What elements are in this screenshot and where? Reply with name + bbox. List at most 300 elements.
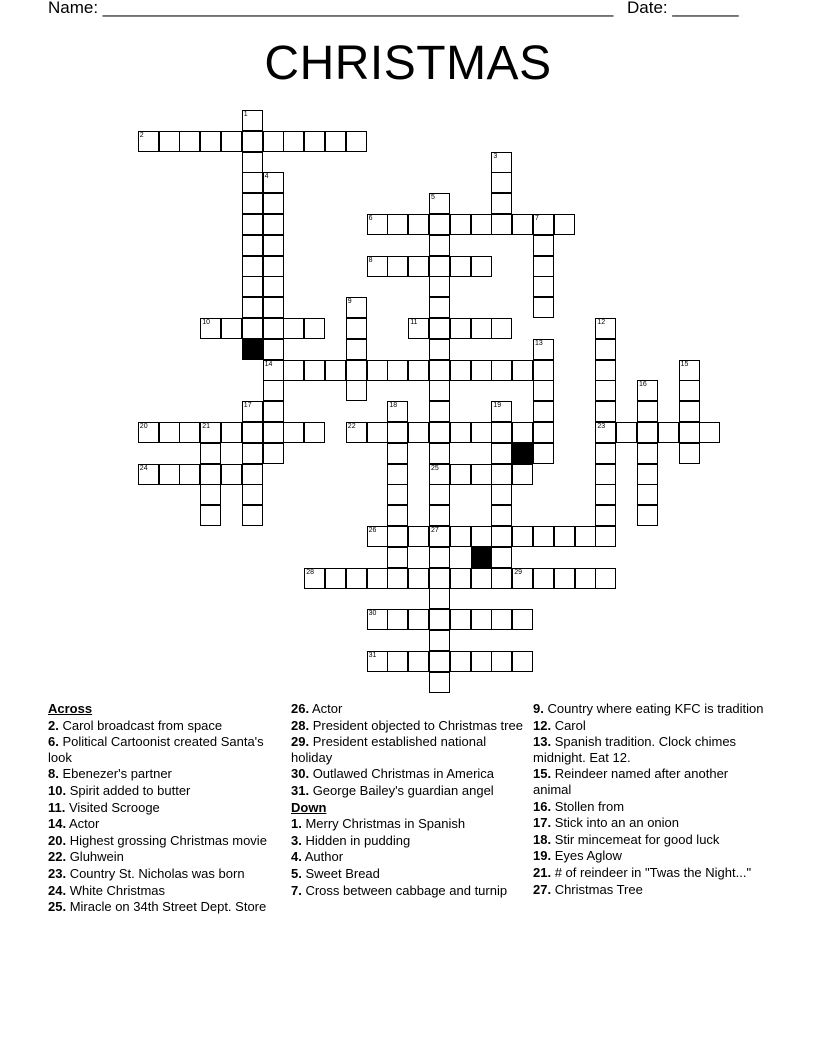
clue-item-number: 31. xyxy=(291,782,310,798)
grid-cell[interactable] xyxy=(512,609,533,630)
clue-item-text: Spanish tradition. Clock chimes midnight. Eat 12. xyxy=(533,734,737,765)
clue-item-number: 5. xyxy=(291,865,302,881)
clue-item-number: 22. xyxy=(48,849,67,865)
grid-cell[interactable] xyxy=(533,568,554,589)
grid-cell[interactable] xyxy=(242,318,263,339)
grid-cell[interactable] xyxy=(471,214,492,235)
clue-number: 6 xyxy=(368,215,373,222)
grid-cell[interactable] xyxy=(429,651,450,672)
grid-cell[interactable] xyxy=(283,360,304,381)
clue-item xyxy=(533,718,765,734)
clue-item xyxy=(291,849,523,865)
grid-cell[interactable] xyxy=(179,464,200,485)
grid-cell[interactable] xyxy=(637,464,658,485)
clue-number: 26 xyxy=(368,527,377,534)
grid-cell[interactable] xyxy=(554,568,575,589)
clue-item-number: 18. xyxy=(533,831,552,847)
grid-cell[interactable] xyxy=(491,360,512,381)
clue-item xyxy=(533,815,765,831)
clue-number: 15 xyxy=(680,360,689,368)
grid-cell[interactable] xyxy=(263,401,284,422)
grid-cell[interactable] xyxy=(242,214,263,235)
clue-item xyxy=(48,718,280,734)
clue-item xyxy=(48,849,280,865)
grid-cell[interactable] xyxy=(346,131,367,152)
grid-cell[interactable] xyxy=(221,464,242,485)
grid-cell[interactable] xyxy=(179,422,200,443)
clue-item xyxy=(48,899,280,915)
clue-number: 16 xyxy=(639,381,647,389)
down-heading: Down xyxy=(291,799,327,815)
grid-cell[interactable] xyxy=(159,464,180,485)
grid-cell[interactable] xyxy=(533,297,554,318)
page-title: CHRISTMAS xyxy=(264,37,552,90)
clue-item-text: Country St. Nicholas was born xyxy=(66,865,245,881)
clue-item-text: Visited Scrooge xyxy=(65,799,160,815)
grid-cell[interactable] xyxy=(387,651,408,672)
grid-cell[interactable] xyxy=(679,422,700,443)
clue-item xyxy=(48,883,280,899)
clue-number: 30 xyxy=(368,610,377,618)
clue-item-text: Merry Christmas in Spanish xyxy=(301,816,466,832)
grid-cell[interactable] xyxy=(491,318,512,339)
grid-cell[interactable] xyxy=(242,297,263,318)
grid-cell[interactable] xyxy=(387,526,408,547)
clue-item-number: 6. xyxy=(48,734,59,750)
clue-number: 28 xyxy=(306,568,314,576)
grid-cell[interactable] xyxy=(283,131,304,152)
clue-item-text: Cross between cabbage and turnip xyxy=(301,882,508,898)
grid-cell[interactable] xyxy=(533,276,554,297)
grid-cell[interactable] xyxy=(471,568,492,589)
grid-cell[interactable] xyxy=(471,318,492,339)
grid-cell[interactable] xyxy=(471,360,492,381)
clue-number: 12 xyxy=(597,319,606,326)
clue-number: 22 xyxy=(347,423,356,430)
grid-cell[interactable] xyxy=(637,401,658,422)
clue-item xyxy=(533,832,765,848)
grid-cell[interactable] xyxy=(429,297,450,318)
clue-item xyxy=(48,833,280,849)
clue-item-number: 20. xyxy=(48,832,67,848)
grid-cell[interactable] xyxy=(595,464,616,485)
clue-item-number: 12. xyxy=(533,717,552,733)
grid-cell[interactable] xyxy=(533,256,554,277)
clue-item-text: President established national holiday xyxy=(291,734,487,765)
clue-number: 14 xyxy=(264,360,273,368)
grid-cell[interactable] xyxy=(450,214,471,235)
grid-cell[interactable] xyxy=(346,339,367,360)
clue-item xyxy=(291,734,523,765)
grid-cell[interactable] xyxy=(263,318,284,339)
clue-item xyxy=(533,701,765,717)
grid-cell[interactable] xyxy=(408,651,429,672)
clue-item xyxy=(291,783,523,799)
grid-cell[interactable] xyxy=(200,464,221,485)
clue-item-number: 14. xyxy=(48,816,67,832)
clue-item-number: 8. xyxy=(48,766,59,782)
grid-cell[interactable] xyxy=(575,568,596,589)
clue-number: 23 xyxy=(597,423,606,430)
grid-cell[interactable] xyxy=(450,318,471,339)
grid-cell[interactable] xyxy=(263,380,284,401)
grid-cell[interactable] xyxy=(242,172,263,193)
clue-item-text: Stollen from xyxy=(551,798,625,814)
grid-cell[interactable] xyxy=(512,651,533,672)
grid-cell[interactable] xyxy=(595,484,616,505)
grid-cell[interactable] xyxy=(387,422,408,443)
clue-item-text: Stir mincemeat for good luck xyxy=(551,831,720,847)
clue-item-text: Eyes Aglow xyxy=(551,848,622,864)
clue-item-number: 2. xyxy=(48,717,59,733)
grid-cell[interactable] xyxy=(263,235,284,256)
grid-cell[interactable] xyxy=(679,401,700,422)
clue-item-number: 28. xyxy=(291,717,310,733)
grid-cell[interactable] xyxy=(512,214,533,235)
clue-item xyxy=(291,766,523,782)
grid-cell[interactable] xyxy=(263,214,284,235)
clue-item xyxy=(291,816,523,832)
grid-cell[interactable] xyxy=(242,422,263,443)
clue-number: 19 xyxy=(493,402,502,410)
grid-cell[interactable] xyxy=(242,276,263,297)
grid-cell[interactable] xyxy=(263,193,284,214)
clue-item-number: 30. xyxy=(291,766,310,782)
grid-cell[interactable] xyxy=(242,131,263,152)
grid-cell[interactable] xyxy=(595,505,616,526)
grid-cell[interactable] xyxy=(595,360,616,381)
grid-cell[interactable] xyxy=(533,380,554,401)
grid-cell[interactable] xyxy=(595,401,616,422)
clue-number: 1 xyxy=(243,111,248,118)
clue-item-text: Highest grossing Christmas movie xyxy=(66,832,267,848)
grid-cell[interactable] xyxy=(637,484,658,505)
clue-item xyxy=(533,865,765,881)
grid-cell[interactable] xyxy=(408,422,429,443)
clue-item-number: 10. xyxy=(48,782,67,798)
clue-item-text: Sweet Bread xyxy=(301,865,380,881)
grid-cell[interactable] xyxy=(429,630,450,651)
clue-item-text: President objected to Christmas tree xyxy=(309,717,523,733)
clue-item-number: 3. xyxy=(291,832,302,848)
grid-cell[interactable] xyxy=(367,568,388,589)
black-square xyxy=(512,443,533,464)
clue-item-number: 25. xyxy=(48,899,67,915)
grid-cell[interactable] xyxy=(491,609,512,630)
clue-number: 3 xyxy=(493,152,498,160)
grid-cell[interactable] xyxy=(554,526,575,547)
name-field-label: Name: ______________________________________________________ xyxy=(48,0,614,17)
grid-cell[interactable] xyxy=(637,422,658,443)
grid-cell[interactable] xyxy=(242,256,263,277)
grid-cell[interactable] xyxy=(533,360,554,381)
clue-number: 2 xyxy=(139,131,144,139)
grid-cell[interactable] xyxy=(575,526,596,547)
grid-cell[interactable] xyxy=(242,484,263,505)
grid-cell[interactable] xyxy=(325,568,346,589)
grid-cell[interactable] xyxy=(367,422,388,443)
grid-cell[interactable] xyxy=(387,464,408,485)
grid-cell[interactable] xyxy=(159,131,180,152)
grid-cell[interactable] xyxy=(263,297,284,318)
grid-cell[interactable] xyxy=(429,401,450,422)
grid-cell[interactable] xyxy=(512,360,533,381)
clue-number: 5 xyxy=(431,194,435,202)
grid-cell[interactable] xyxy=(450,360,471,381)
grid-cell[interactable] xyxy=(637,505,658,526)
grid-cell[interactable] xyxy=(616,422,637,443)
grid-cell[interactable] xyxy=(450,256,471,277)
grid-cell[interactable] xyxy=(408,526,429,547)
grid-cell[interactable] xyxy=(408,256,429,277)
grid-cell[interactable] xyxy=(179,131,200,152)
grid-cell[interactable] xyxy=(200,131,221,152)
grid-cell[interactable] xyxy=(450,526,471,547)
grid-cell[interactable] xyxy=(471,651,492,672)
grid-cell[interactable] xyxy=(242,235,263,256)
date-field-label: Date: _______ xyxy=(627,0,739,17)
clue-item xyxy=(48,816,280,832)
grid-cell[interactable] xyxy=(429,276,450,297)
grid-cell[interactable] xyxy=(429,360,450,381)
grid-cell[interactable] xyxy=(491,526,512,547)
grid-cell[interactable] xyxy=(346,380,367,401)
grid-cell[interactable] xyxy=(533,443,554,464)
clue-item-text: Outlawed Christmas in America xyxy=(309,766,495,782)
clue-item-number: 11. xyxy=(48,799,66,815)
grid-cell[interactable] xyxy=(429,443,450,464)
grid-cell[interactable] xyxy=(429,339,450,360)
grid-cell[interactable] xyxy=(450,464,471,485)
grid-cell[interactable] xyxy=(387,484,408,505)
grid-cell[interactable] xyxy=(304,422,325,443)
grid-cell[interactable] xyxy=(242,464,263,485)
grid-cell[interactable] xyxy=(283,422,304,443)
grid-cell[interactable] xyxy=(263,256,284,277)
grid-cell[interactable] xyxy=(471,422,492,443)
grid-cell[interactable] xyxy=(387,609,408,630)
clue-item-text: Gluhwein xyxy=(66,849,124,865)
grid-cell[interactable] xyxy=(658,422,679,443)
grid-cell[interactable] xyxy=(429,214,450,235)
clue-column-2 xyxy=(291,701,523,899)
grid-cell[interactable] xyxy=(429,547,450,568)
grid-cell[interactable] xyxy=(491,505,512,526)
grid-cell[interactable] xyxy=(637,443,658,464)
grid-cell[interactable] xyxy=(242,443,263,464)
grid-cell[interactable] xyxy=(595,568,616,589)
clue-number: 11 xyxy=(410,319,418,326)
clue-item-text: Ebenezer's partner xyxy=(58,766,172,782)
grid-cell[interactable] xyxy=(491,172,512,193)
clue-item-text: Carol broadcast from space xyxy=(58,717,223,733)
grid-cell[interactable] xyxy=(471,256,492,277)
grid-cell[interactable] xyxy=(263,276,284,297)
clue-item-text: White Christmas xyxy=(66,882,166,898)
clue-number: 7 xyxy=(535,215,539,222)
clue-item xyxy=(533,766,765,797)
clue-item-text: Hidden in pudding xyxy=(301,832,411,848)
grid-cell[interactable] xyxy=(429,235,450,256)
clue-item xyxy=(291,701,523,717)
grid-cell[interactable] xyxy=(429,505,450,526)
grid-cell[interactable] xyxy=(429,422,450,443)
clue-item-number: 9. xyxy=(533,701,544,716)
grid-cell[interactable] xyxy=(595,526,616,547)
grid-cell[interactable] xyxy=(471,464,492,485)
grid-cell[interactable] xyxy=(387,214,408,235)
grid-cell[interactable] xyxy=(491,484,512,505)
clue-number: 31 xyxy=(368,651,377,659)
clue-item-number: 1. xyxy=(291,816,302,832)
grid-cell[interactable] xyxy=(491,193,512,214)
grid-cell[interactable] xyxy=(221,422,242,443)
grid-cell[interactable] xyxy=(263,339,284,360)
grid-cell[interactable] xyxy=(491,214,512,235)
clue-item xyxy=(48,800,280,816)
clue-number: 17 xyxy=(243,402,252,410)
clue-number: 4 xyxy=(264,173,269,181)
grid-cell[interactable] xyxy=(367,360,388,381)
grid-cell[interactable] xyxy=(346,318,367,339)
grid-cell[interactable] xyxy=(304,360,325,381)
grid-cell[interactable] xyxy=(429,568,450,589)
grid-cell[interactable] xyxy=(533,401,554,422)
clue-item xyxy=(291,718,523,734)
grid-cell[interactable] xyxy=(429,256,450,277)
grid-cell[interactable] xyxy=(283,318,304,339)
grid-cell[interactable] xyxy=(450,609,471,630)
clue-number: 29 xyxy=(514,568,522,576)
clue-item-text: George Bailey's guardian angel xyxy=(309,782,494,798)
clue-item-number: 19. xyxy=(533,848,552,864)
clue-item-text: Christmas Tree xyxy=(551,881,643,897)
grid-cell[interactable] xyxy=(512,422,533,443)
grid-cell[interactable] xyxy=(221,131,242,152)
grid-cell[interactable] xyxy=(263,131,284,152)
grid-cell[interactable] xyxy=(679,380,700,401)
clue-number: 20 xyxy=(139,423,148,430)
clue-item-number: 26. xyxy=(291,701,310,716)
grid-cell[interactable] xyxy=(471,526,492,547)
grid-cell[interactable] xyxy=(304,318,325,339)
grid-cell[interactable] xyxy=(387,505,408,526)
grid-cell[interactable] xyxy=(221,318,242,339)
clue-item-number: 13. xyxy=(533,734,552,750)
clue-number: 27 xyxy=(431,527,439,534)
grid-cell[interactable] xyxy=(429,318,450,339)
grid-cell[interactable] xyxy=(263,422,284,443)
clue-item-number: 16. xyxy=(533,798,552,814)
grid-cell[interactable] xyxy=(429,609,450,630)
clue-item-text: Miracle on 34th Street Dept. Store xyxy=(66,899,267,915)
grid-cell[interactable] xyxy=(387,547,408,568)
grid-cell[interactable] xyxy=(471,609,492,630)
grid-cell[interactable] xyxy=(387,256,408,277)
clue-number: 25 xyxy=(431,464,439,472)
grid-cell[interactable] xyxy=(595,380,616,401)
grid-cell[interactable] xyxy=(533,526,554,547)
grid-cell[interactable] xyxy=(408,609,429,630)
grid-cell[interactable] xyxy=(200,505,221,526)
grid-cell[interactable] xyxy=(595,339,616,360)
clue-item xyxy=(533,734,765,765)
grid-cell[interactable] xyxy=(242,505,263,526)
grid-cell[interactable] xyxy=(429,484,450,505)
grid-cell[interactable] xyxy=(450,422,471,443)
grid-cell[interactable] xyxy=(533,235,554,256)
clue-item-text: # of reindeer in "Twas the Night..." xyxy=(551,864,752,880)
grid-cell[interactable] xyxy=(429,672,450,693)
grid-cell[interactable] xyxy=(263,443,284,464)
grid-cell[interactable] xyxy=(491,443,512,464)
grid-cell[interactable] xyxy=(325,131,346,152)
clue-item-text: Reindeer named after another animal xyxy=(533,766,729,797)
clue-item-text: Carol xyxy=(551,717,586,733)
grid-cell[interactable] xyxy=(159,422,180,443)
grid-cell[interactable] xyxy=(408,360,429,381)
grid-cell[interactable] xyxy=(346,360,367,381)
black-square xyxy=(471,547,492,568)
grid-cell[interactable] xyxy=(387,568,408,589)
grid-cell[interactable] xyxy=(533,422,554,443)
grid-cell[interactable] xyxy=(429,588,450,609)
grid-cell[interactable] xyxy=(491,568,512,589)
grid-cell[interactable] xyxy=(408,214,429,235)
grid-cell[interactable] xyxy=(512,526,533,547)
clue-number: 10 xyxy=(202,319,210,326)
across-heading: Across xyxy=(48,701,93,716)
grid-cell[interactable] xyxy=(491,464,512,485)
clue-item-number: 15. xyxy=(533,766,552,782)
clue-item xyxy=(48,766,280,782)
grid-cell[interactable] xyxy=(325,360,346,381)
grid-cell[interactable] xyxy=(408,568,429,589)
grid-cell[interactable] xyxy=(387,443,408,464)
grid-cell[interactable] xyxy=(450,651,471,672)
grid-cell[interactable] xyxy=(699,422,720,443)
grid-cell[interactable] xyxy=(242,152,263,173)
grid-cell[interactable] xyxy=(512,464,533,485)
clue-item-number: 7. xyxy=(291,882,302,898)
clue-item-number: 17. xyxy=(533,815,552,831)
clue-item-text: Actor xyxy=(309,701,343,716)
clue-item-number: 27. xyxy=(533,881,552,897)
clue-item xyxy=(291,883,523,899)
grid-cell[interactable] xyxy=(200,484,221,505)
grid-cell[interactable] xyxy=(679,443,700,464)
grid-cell[interactable] xyxy=(242,193,263,214)
grid-cell[interactable] xyxy=(595,443,616,464)
grid-cell[interactable] xyxy=(304,131,325,152)
grid-cell[interactable] xyxy=(554,214,575,235)
grid-cell[interactable] xyxy=(346,568,367,589)
clue-number: 9 xyxy=(347,298,352,306)
clue-item xyxy=(48,734,280,765)
grid-cell[interactable] xyxy=(491,422,512,443)
clue-item-text: Spirit added to butter xyxy=(66,782,191,798)
grid-cell[interactable] xyxy=(387,360,408,381)
grid-cell[interactable] xyxy=(450,568,471,589)
clue-number: 8 xyxy=(368,256,373,264)
grid-cell[interactable] xyxy=(491,651,512,672)
clue-item xyxy=(48,866,280,882)
clue-item xyxy=(48,783,280,799)
clue-item-text: Stick into an an onion xyxy=(551,815,679,831)
grid-cell[interactable] xyxy=(491,547,512,568)
grid-cell[interactable] xyxy=(200,443,221,464)
grid-cell[interactable] xyxy=(429,380,450,401)
